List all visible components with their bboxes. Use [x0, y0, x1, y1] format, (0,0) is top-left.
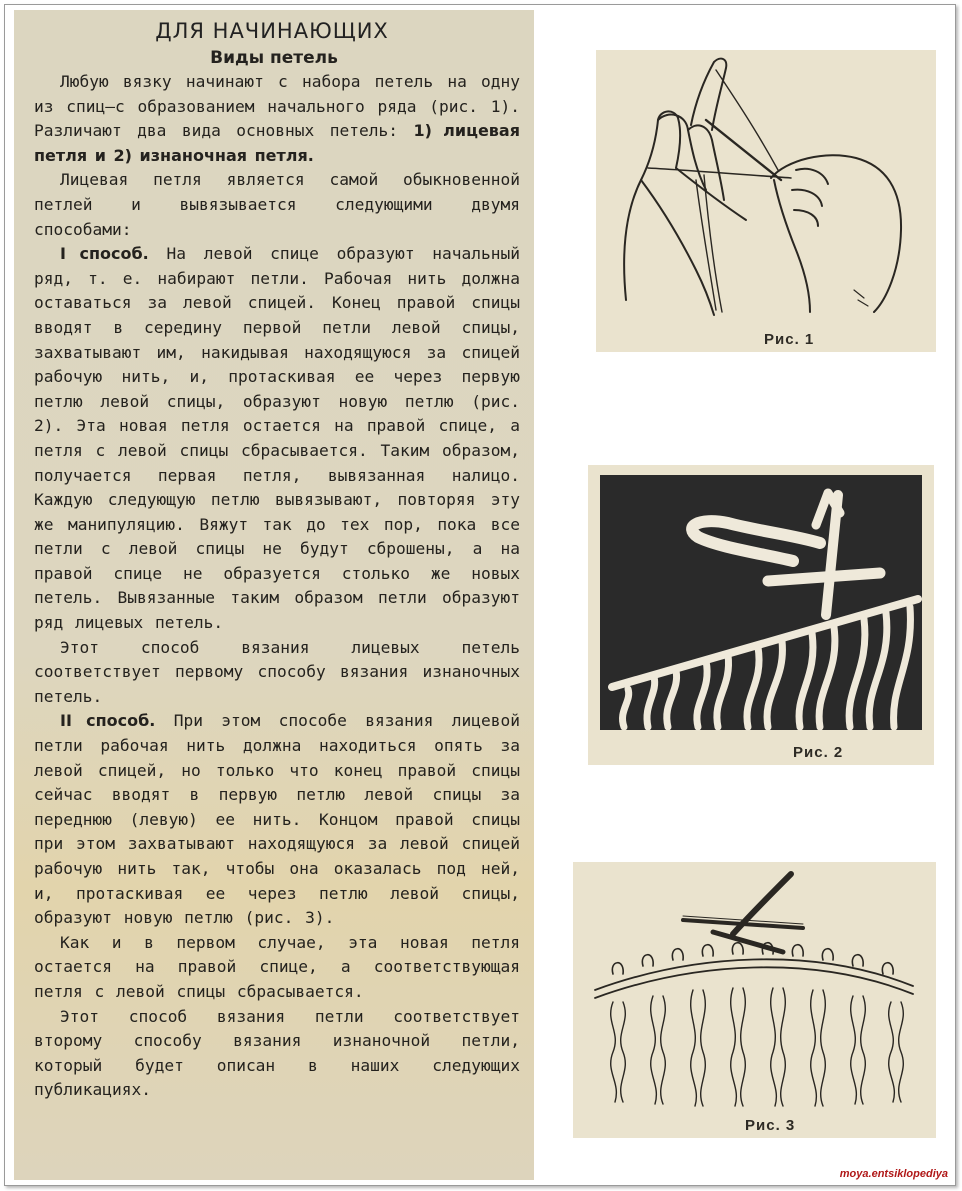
paragraph-method-1-note: Этот способ вязания лицевых петель соответствует первому способу вязания изнаночных петель.	[34, 637, 520, 706]
figure-1-illustration	[596, 50, 936, 352]
paragraph-method-2	[34, 709, 520, 930]
article-heading: ДЛЯ НАЧИНАЮЩИХ	[155, 19, 389, 43]
figure-2	[588, 465, 934, 765]
method-1-label: I способ.	[60, 244, 149, 264]
figure-3-caption: Рис. 3	[745, 1117, 796, 1134]
figure-3-illustration	[573, 862, 936, 1138]
figure-2-illustration	[588, 465, 934, 765]
figure-1-caption: Рис. 1	[764, 331, 815, 348]
newspaper-clipping	[14, 10, 534, 1180]
method-1-text: На левой спице образуют начальный ряд, т. е. набирают петли. Рабочая нить должна оставаться за левой спицей. Конец правой спицы вводят в середину первой петли левой спицы, захватывают им, накидывая находящуюся за спицей рабочую нить, и, протаскивая ее через первую петлю левой спицы, образуют новую петлю (рис. 2). Эта новая петля остается на правой спице, а петля с левой спицы сбрасывается. Таким образом, получается первая петля, вывязанная налицо. Каждую следующую петлю вывязывают, повторяя эту же манипуляцию. Вяжут так до тех пор, пока все петли с левой спицы не будут сброшены, а на правой спице не образуется столько же новых петель. Вывязанные таким образом петли образуют ряд лицевых петель.	[34, 244, 521, 633]
method-2-text: При этом способе вязания лицевой петли рабочая нить должна находиться опять за левой спицей, но только что конец правой спицы сейчас вводят в первую петлю левой спицы за переднюю (левую) ее нить. Концом правой спицы при этом захватывают находящуюся за левой спицей рабочую нить так, чтобы она оказалась под ней, и, протаскивая ее через петлю левой спицы, образуют новую петлю (рис. 3).	[34, 711, 520, 928]
paragraph-method-2-note: Как и в первом случае, эта новая петля остается на правой спице, а соответствующая петля с левой спицы сбрасывается.	[34, 932, 520, 1001]
figure-2-caption: Рис. 2	[793, 744, 844, 761]
paragraph-knit-loop: Лицевая петля является самой обыкновенной петлей и вывязывается следующими двумя способами:	[34, 170, 520, 239]
paragraph-closing: Этот способ вязания петли соответствует второму способу вязания изнаночной петли, который будет описан в наших следующих публикациях.	[34, 1006, 520, 1100]
figure-3	[573, 862, 936, 1138]
paragraph-intro	[34, 70, 520, 168]
method-2-label: II способ.	[60, 711, 156, 731]
site-watermark: moya.entsiklopediya	[839, 1168, 948, 1180]
paragraph-method-1	[34, 242, 520, 636]
article-subheading: Виды петель	[210, 48, 338, 68]
loop-types-bold: 1) лицевая петля и 2) изнаночная петля.	[34, 121, 521, 165]
paragraph-intro-text: Любую вязку начинают с набора петель на одну из спиц—с образованием начального ряда (рис. 1). Различают два вида основных петель:	[34, 72, 520, 141]
figure-1	[596, 50, 936, 352]
